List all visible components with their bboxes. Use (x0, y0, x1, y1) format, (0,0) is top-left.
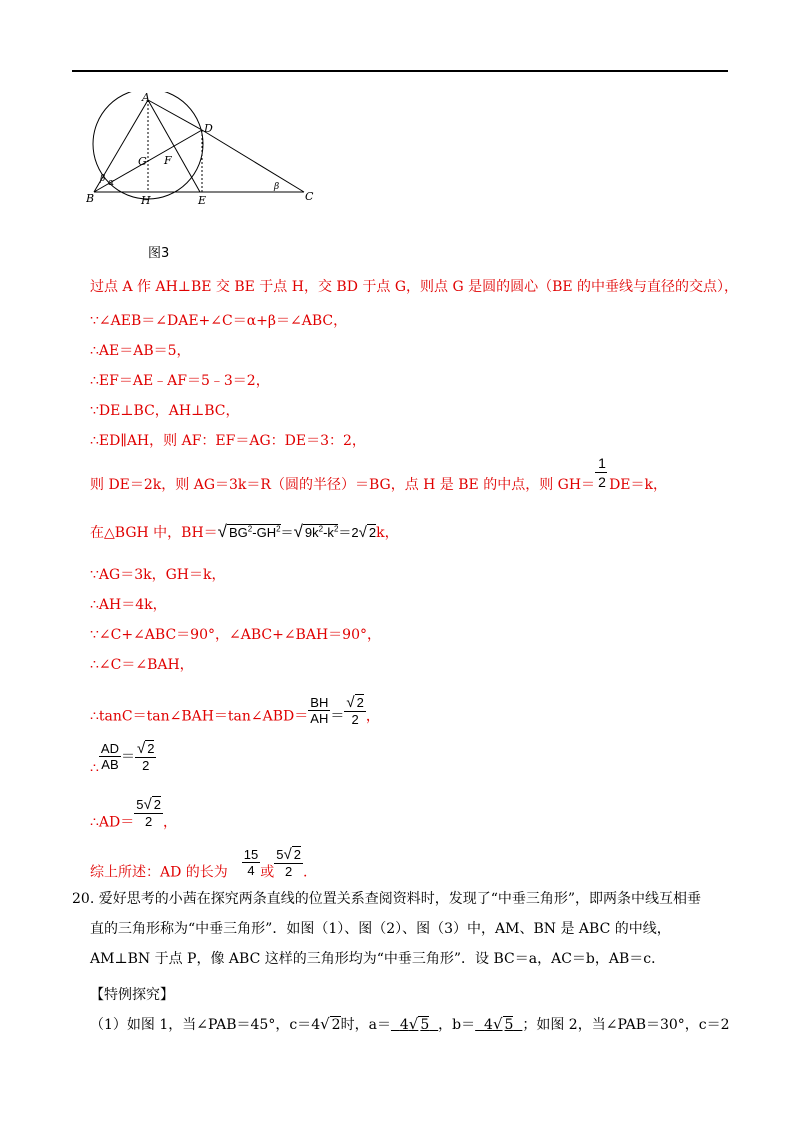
label-a: A (142, 92, 150, 104)
label-h: H (141, 194, 151, 207)
k-term: -k (323, 525, 334, 540)
line16-text-a: 综上所述：AD 的长为 (90, 864, 228, 881)
solution-line-9: ∵AG＝3k，GH＝k， (90, 567, 226, 583)
two-den: 2 (351, 712, 359, 727)
label-beta-right: β (274, 182, 280, 192)
solution-line-14 (90, 740, 156, 785)
gh-term: -GH (252, 525, 277, 540)
line13-text-a: ∴tanC＝tan∠BAH＝tan∠ABD＝ (90, 708, 309, 725)
root-two-num-b: 2 (147, 741, 155, 756)
frac-ad-ab (99, 741, 121, 772)
solution-line-12: ∴∠C＝∠BAH， (90, 657, 194, 673)
c-value: 4 (311, 1017, 321, 1033)
q1-text-c: ，b＝ (438, 1017, 476, 1033)
problem-text-1: 爱好思考的小茜在探究两条直线的位置关系查阅资料时，发现了“中垂三角形”，即两条中线互相垂 (98, 891, 702, 907)
label-b: B (86, 192, 95, 205)
line7-text-a: 则 DE＝2k，则 AG＝3k＝R（圆的半径）＝BG，点 H 是 BE 的中点，则 GH＝ (90, 477, 596, 493)
frac-half-num: 1 (598, 455, 606, 471)
problem-number: 20. (72, 891, 95, 907)
root-two: 2 (368, 525, 377, 540)
problem-line-3: AM⊥BN 于点 P，像 ABC 这样的三角形均为“中垂三角形”．设 BC＝a，AC＝b，AB＝c． (90, 951, 666, 967)
circle-diagram (86, 92, 326, 212)
answer-a-blank: 4√ 5 (399, 1015, 430, 1033)
line7-text-b: DE＝k， (609, 477, 667, 493)
problem-line-2: 直的三角形称为“中垂三角形”．如图（1）、图（2）、图（3）中，AM、BN 是 ABC 的中线， (90, 921, 671, 937)
root-two-c: 2 (153, 797, 161, 812)
solution-line-13 (90, 694, 380, 733)
q1-text-b: 时，a＝ (340, 1017, 391, 1033)
q1-text-d: ；如图 2，当∠PAB＝30°，c＝2 (522, 1017, 730, 1033)
frac-half-den: 2 (598, 474, 606, 490)
geometry-figure (86, 92, 326, 212)
line8-text-a: 在△BGH 中，BH＝ (90, 525, 218, 541)
line13-text-b: ， (365, 708, 380, 725)
header-rule (72, 70, 728, 72)
label-e: E (198, 194, 207, 207)
solution-line-16 (90, 846, 308, 889)
eq-sign-14: ＝ (120, 748, 135, 765)
line-dc (202, 130, 304, 192)
solution-line-3: ∴AE＝AB＝5， (90, 343, 191, 359)
q1-text-a: （1）如图 1，当∠PAB＝45°，c＝ (90, 1017, 312, 1033)
solution-line-8 (90, 522, 399, 542)
a-radicand: 5 (420, 1017, 430, 1033)
solution-line-1: 过点 A 作 AH⊥BE 交 BE 于点 H，交 BD 于点 G，则点 G 是圆的圆心（BE 的中垂线与直径的交点）， (90, 279, 739, 295)
frac-5root2-2: $\frac{5√ 2}{2}$ (136, 796, 161, 829)
frac-bh-ah (308, 695, 330, 726)
eq-sign-13: ＝ (330, 708, 345, 725)
frac-bh: BH (310, 695, 329, 710)
frac-ab: AB (101, 757, 119, 772)
problem-line-1 (72, 888, 701, 908)
nine-k-term: 9k (304, 525, 319, 540)
label-d: D (204, 122, 213, 135)
a-value: 4 (399, 1017, 409, 1033)
line15-text-a: ∴AD＝ (90, 814, 135, 831)
five-d: 5 (276, 847, 284, 862)
label-g: G (138, 155, 147, 168)
solution-line-2: ∵∠AEB＝∠DAE+∠C＝α+β＝∠ABC， (90, 313, 348, 329)
label-f: F (164, 154, 172, 167)
solution-line-10: ∴AH＝4k， (90, 597, 167, 613)
frac-15-4 (242, 847, 260, 878)
section-heading: 【特例探究】 (90, 987, 174, 1003)
solution-line-4: ∴EF＝AE﹣AF＝5﹣3＝2， (90, 373, 270, 389)
frac-ah: AH (310, 711, 329, 726)
eq-sign-1: ＝ (280, 525, 294, 540)
frac-root2-2b: $\frac{√ 2}{2}$ (136, 740, 155, 773)
or-text: 或 (260, 864, 275, 881)
two-den-c: 2 (144, 814, 153, 829)
eq-two: ＝2 (338, 525, 359, 540)
frac-ad: AD (100, 741, 119, 756)
line15-text-b: ， (162, 814, 177, 831)
two-den-d: 2 (285, 864, 293, 879)
root-two-num: 2 (356, 695, 364, 710)
two-den-b: 2 (142, 758, 150, 773)
question-1: （1）如图 1，当∠PAB＝45°，c＝4√ 2时，a＝ 4√ 5 ，b＝ 4√ 5 ；如图 2，当∠PAB＝30°，c＝2 (90, 1015, 730, 1033)
five: 5 (136, 797, 144, 812)
bg-term: BG (229, 525, 248, 540)
b-value: 4 (484, 1017, 493, 1033)
bh-formula: √ $BG^2-GH^2=√$ $9k^2-k^2=2√$ 2 (217, 522, 377, 541)
answer-b-blank: 4√ 5 (484, 1015, 514, 1033)
label-beta-left: β (100, 174, 106, 184)
fifteen: 15 (243, 847, 259, 862)
solution-line-15 (90, 796, 177, 839)
solution-line-11: ∵∠C+∠ABC＝90°，∠ABC+∠BAH＝90°， (90, 627, 381, 643)
line8-text-b: k， (376, 525, 399, 541)
solution-line-6: ∴ED∥AH，则 AF：EF＝AG：DE＝3：2， (90, 433, 366, 449)
solution-line-5: ∵DE⊥BC，AH⊥BC， (90, 403, 240, 419)
therefore-sign: ∴ (90, 760, 99, 777)
label-alpha: α (108, 178, 115, 188)
root-two-d: 2 (293, 847, 301, 862)
c-radicand: 2 (331, 1017, 341, 1033)
frac-root2-2: $\frac{√ 2}{2}$ (346, 694, 364, 727)
solution-line-7 (90, 455, 667, 494)
four: 4 (247, 863, 255, 878)
label-c: C (305, 190, 314, 203)
frac-5root2-2d: $\frac{5√ 2}{2}$ (276, 846, 301, 879)
figure-caption: 图3 (148, 246, 170, 261)
line16-text-b: . (302, 864, 308, 881)
b-radicand: 5 (504, 1017, 514, 1033)
